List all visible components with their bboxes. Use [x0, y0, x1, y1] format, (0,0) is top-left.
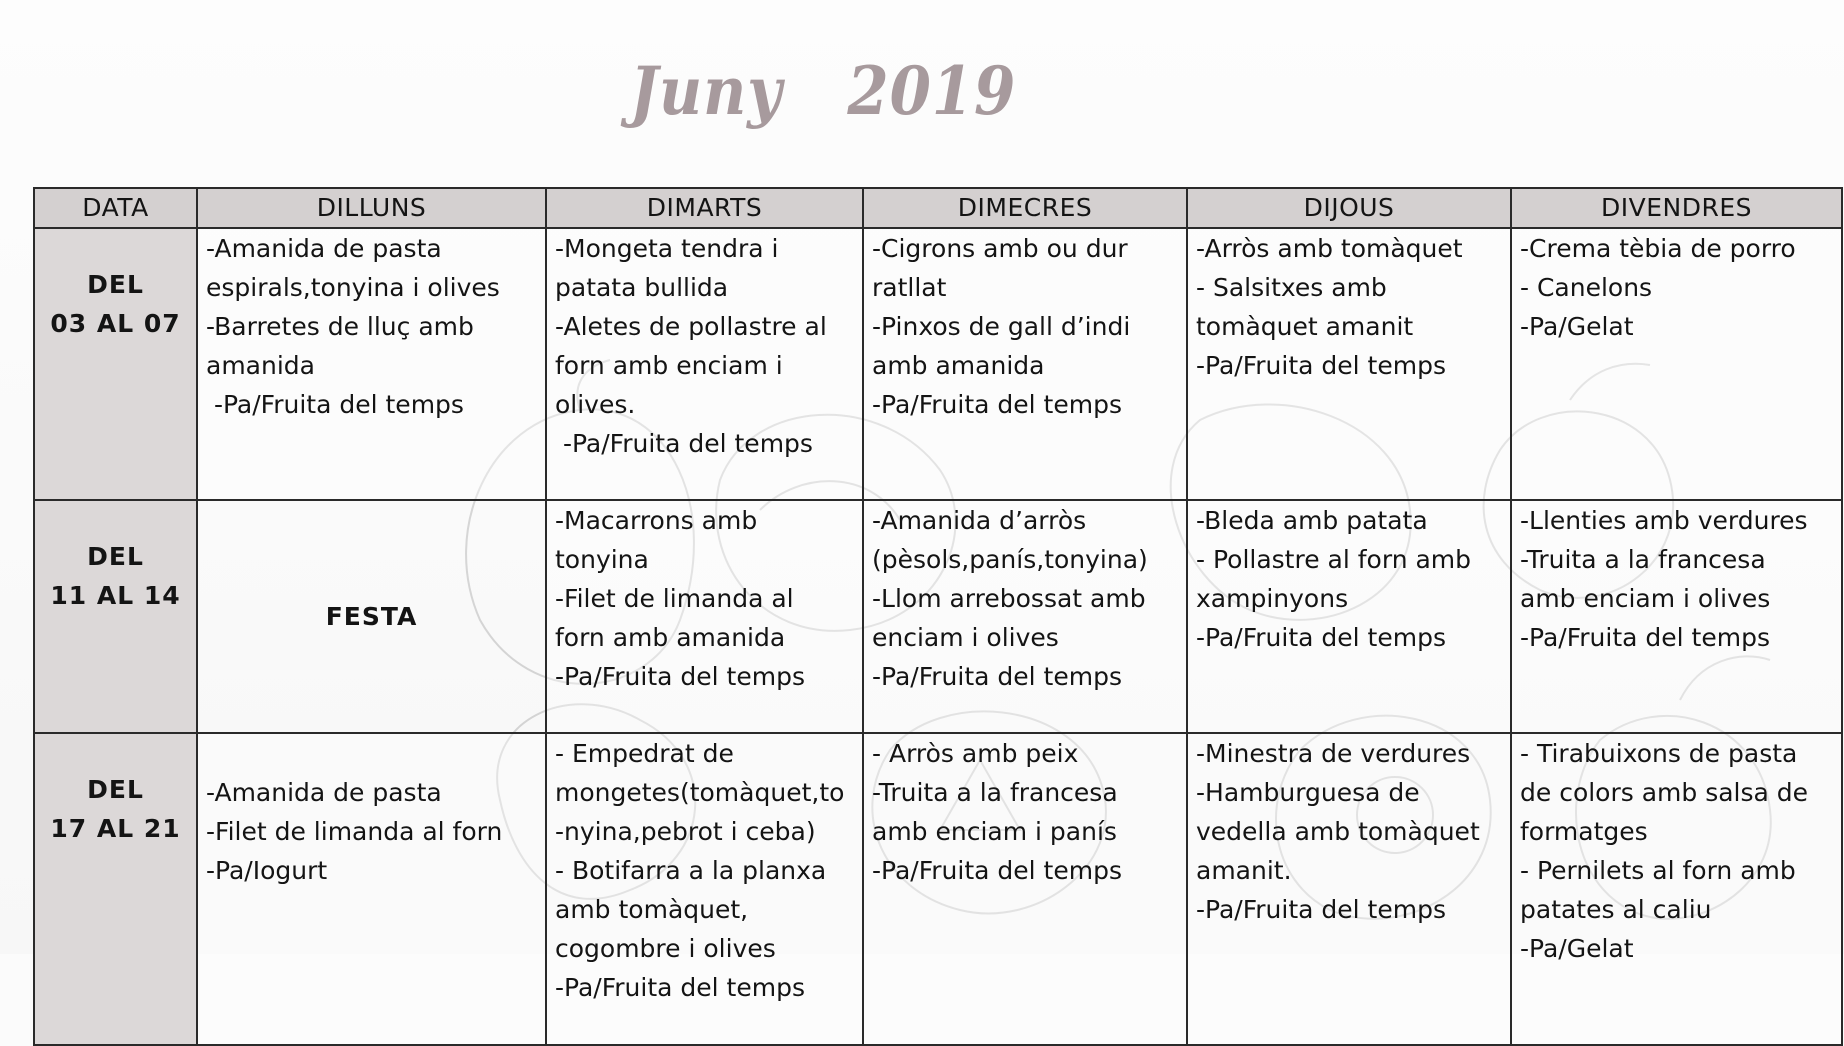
menu-cell-dimecres — [863, 500, 1187, 733]
header-divendres: DIVENDRES — [1511, 188, 1842, 228]
dish-line: amb enciam i olives — [1520, 584, 1771, 613]
menu-cell-dijous — [1187, 500, 1511, 733]
dish-line: -Pa/Fruita del temps — [1196, 895, 1446, 924]
holiday-cell: FESTA — [197, 500, 546, 733]
dish-line: - Arròs amb peix — [872, 739, 1079, 768]
dish-line: cogombre i olives — [555, 934, 776, 963]
dish-line: -Pa/Iogurt — [206, 856, 328, 885]
menu-cell-dilluns — [197, 228, 546, 500]
dish-line: - Tirabuixons de pasta — [1520, 739, 1798, 768]
date-cell — [34, 500, 197, 733]
dish-line: vedella amb tomàquet — [1196, 817, 1480, 846]
menu-cell-divendres — [1511, 500, 1842, 733]
dish-line: -Hamburguesa de — [1196, 778, 1420, 807]
dish-line: - Botifarra a la planxa — [555, 856, 827, 885]
dish-line: -Pa/Gelat — [1520, 934, 1634, 963]
dish-line: -Amanida de pasta — [206, 778, 442, 807]
menu-cell-dimecres — [863, 733, 1187, 1045]
header-dimarts: DIMARTS — [546, 188, 863, 228]
menu-cell-dimarts — [546, 500, 863, 733]
dish-line: -Pa/Gelat — [1520, 312, 1634, 341]
header-dijous: DIJOUS — [1187, 188, 1511, 228]
menu-cell-dimarts — [546, 228, 863, 500]
dish-line: mongetes(tomàquet,to — [555, 778, 845, 807]
date-label: DEL — [87, 542, 144, 571]
dish-line: -Barretes de lluç amb — [206, 312, 474, 341]
dish-line: -Llom arrebossat amb — [872, 584, 1146, 613]
header-data: DATA — [34, 188, 197, 228]
dish-line: -Filet de limanda al forn — [206, 817, 503, 846]
dish-line: -Pa/Fruita del temps — [555, 429, 813, 458]
week-row-3 — [34, 733, 1842, 1045]
dish-line: -Minestra de verdures — [1196, 739, 1471, 768]
dish-line: formatges — [1520, 817, 1648, 846]
dish-line: -Llenties amb verdures — [1520, 506, 1808, 535]
dish-line: amanit. — [1196, 856, 1292, 885]
dish-line: -Pinxos de gall d’indi — [872, 312, 1131, 341]
week-row-2 — [34, 500, 1842, 733]
dish-line: -Pa/Fruita del temps — [872, 390, 1122, 419]
date-range: 03 AL 07 — [50, 309, 181, 338]
dish-line: amb enciam i panís — [872, 817, 1117, 846]
menu-table — [33, 187, 1843, 1046]
page-title: Juny 2019 — [630, 52, 1017, 130]
dish-line: xampinyons — [1196, 584, 1349, 613]
dish-line: - Pernilets al forn amb — [1520, 856, 1796, 885]
dish-line: - Canelons — [1520, 273, 1653, 302]
dish-line: - Pollastre al forn amb — [1196, 545, 1472, 574]
dish-line: olives. — [555, 390, 636, 419]
date-label: DEL — [87, 270, 144, 299]
dish-line: de colors amb salsa de — [1520, 778, 1809, 807]
dish-line: -Pa/Fruita del temps — [1196, 351, 1446, 380]
menu-cell-dilluns — [197, 733, 546, 1045]
dish-line: -Aletes de pollastre al — [555, 312, 827, 341]
date-range: 11 AL 14 — [50, 581, 181, 610]
header-dilluns: DILLUNS — [197, 188, 546, 228]
dish-line: espirals,tonyina i olives — [206, 273, 500, 302]
dish-line: forn amb amanida — [555, 623, 786, 652]
menu-cell-dijous — [1187, 733, 1511, 1045]
date-range: 17 AL 21 — [50, 814, 181, 843]
week-row-1 — [34, 228, 1842, 500]
dish-line: -Pa/Fruita del temps — [1196, 623, 1446, 652]
dish-line: -Truita a la francesa — [1520, 545, 1766, 574]
menu-cell-dimarts — [546, 733, 863, 1045]
date-label: DEL — [87, 775, 144, 804]
dish-line: -nyina,pebrot i ceba) — [555, 817, 816, 846]
dish-line: amb tomàquet, — [555, 895, 749, 924]
dish-line: -Filet de limanda al — [555, 584, 794, 613]
dish-line-spacer — [206, 734, 541, 773]
dish-line: -Bleda amb patata — [1196, 506, 1428, 535]
dish-line: -Macarrons amb — [555, 506, 758, 535]
dish-line: patata bullida — [555, 273, 729, 302]
dish-line: enciam i olives — [872, 623, 1059, 652]
dish-line: -Crema tèbia de porro — [1520, 234, 1796, 263]
dish-line: -Pa/Fruita del temps — [872, 856, 1122, 885]
dish-line: -Arròs amb tomàquet — [1196, 234, 1463, 263]
dish-line: -Pa/Fruita del temps — [555, 662, 805, 691]
menu-cell-divendres — [1511, 228, 1842, 500]
dish-line: tomàquet amanit — [1196, 312, 1414, 341]
dish-line: -Pa/Fruita del temps — [555, 973, 805, 1002]
menu-cell-dimecres — [863, 228, 1187, 500]
dish-line: amb amanida — [872, 351, 1045, 380]
dish-line: - Empedrat de — [555, 739, 734, 768]
dish-line: amanida — [206, 351, 315, 380]
date-cell — [34, 733, 197, 1045]
dish-line: -Mongeta tendra i — [555, 234, 779, 263]
dish-line: -Pa/Fruita del temps — [872, 662, 1122, 691]
dish-line: forn amb enciam i — [555, 351, 783, 380]
dish-line: -Amanida d’arròs — [872, 506, 1087, 535]
dish-line: -Truita a la francesa — [872, 778, 1118, 807]
dish-line: - Salsitxes amb — [1196, 273, 1387, 302]
menu-cell-divendres — [1511, 733, 1842, 1045]
dish-line: patates al caliu — [1520, 895, 1712, 924]
dish-line: -Cigrons amb ou dur — [872, 234, 1128, 263]
dish-line: -Pa/Fruita del temps — [206, 390, 464, 419]
header-row — [34, 188, 1842, 228]
dish-line: -Pa/Fruita del temps — [1520, 623, 1770, 652]
menu-cell-dijous — [1187, 228, 1511, 500]
date-cell — [34, 228, 197, 500]
dish-line: (pèsols,panís,tonyina) — [872, 545, 1148, 574]
dish-line: tonyina — [555, 545, 649, 574]
header-dimecres: DIMECRES — [863, 188, 1187, 228]
dish-line: ratllat — [872, 273, 947, 302]
dish-line: -Amanida de pasta — [206, 234, 442, 263]
